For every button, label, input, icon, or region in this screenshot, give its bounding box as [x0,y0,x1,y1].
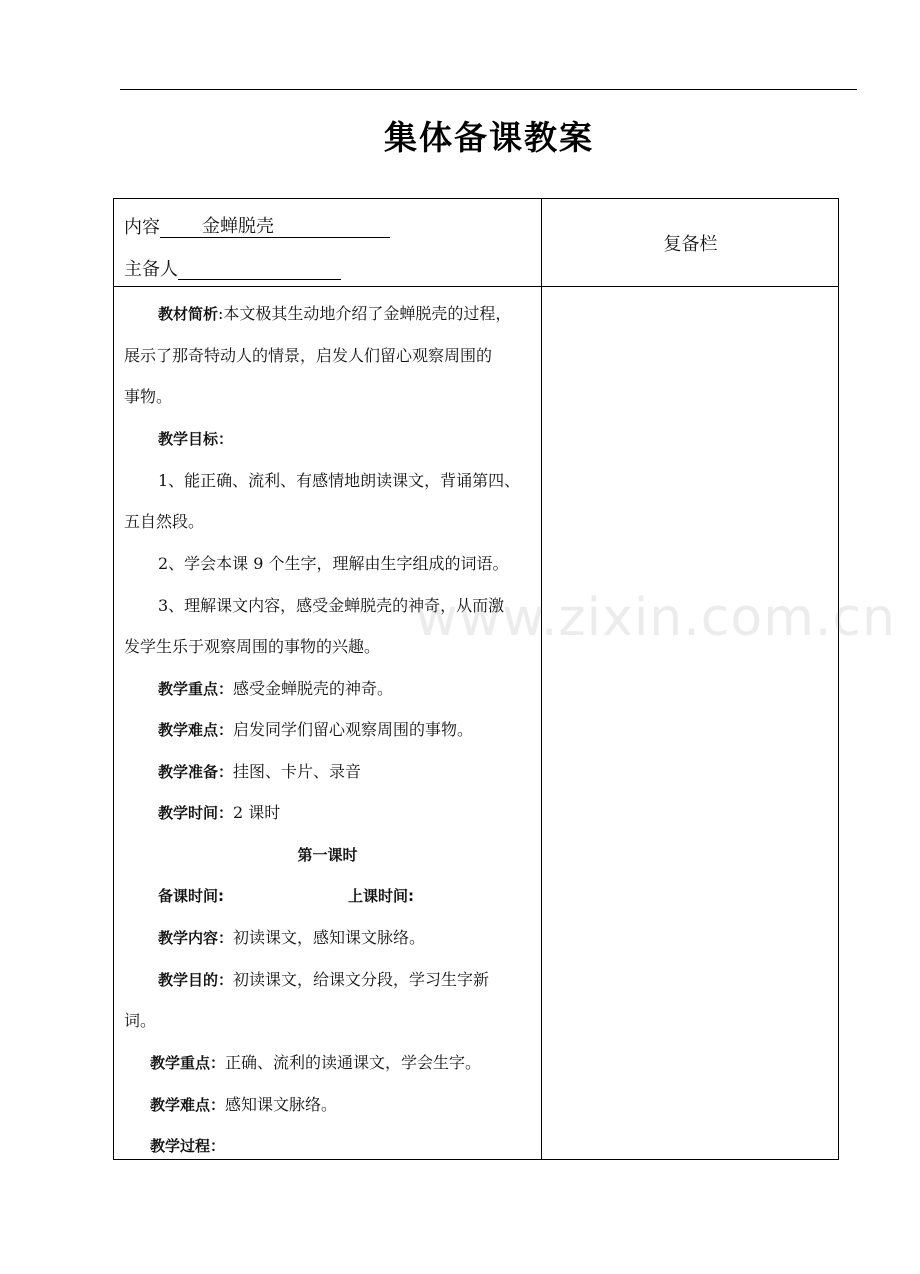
watermark: www.zixin.com.cn [415,588,896,648]
goals-label: 教学目标： [158,430,234,448]
lesson-1-process-label: 教学过程： [150,1137,226,1155]
lesson-1-key-text: 正确、流利的读通课文，学会生字。 [225,1053,482,1072]
overview-difficulty-text: 启发同学们留心观察周围的事物。 [233,720,474,739]
overview-prep-label: 教学准备： [158,763,234,781]
lesson-1-content [158,928,425,948]
lesson-1-times [158,886,414,906]
lesson-1-key [150,1053,481,1073]
overview-prep-text: 挂图、卡片、录音 [233,762,362,781]
overview-key-text: 感受金蝉脱壳的神奇。 [233,679,394,698]
overview-time [158,803,280,823]
content-value: 金蝉脱壳 [160,216,390,238]
overview-time-label: 教学时间： [158,804,234,822]
overview-difficulty-label: 教学难点： [158,721,234,739]
author-value [178,258,341,280]
overview-prep [158,762,361,782]
overview-key-label: 教学重点： [158,680,234,698]
goal-3b: 发学生乐于观察周围的事物的兴趣。 [124,637,381,656]
intro-label: 教材简析 [158,305,219,323]
author-field [124,258,341,282]
intro-line-3: 事物。 [124,387,173,406]
content-field [124,216,390,240]
lesson-1-content-text: 初读课文，感知课文脉络。 [233,928,426,947]
lesson-1-difficulty [150,1095,337,1115]
header-rule [120,89,857,90]
goal-1a: 1、能正确、流利、有感情地朗读课文，背诵第四、 [158,471,521,490]
overview-key [158,679,393,699]
lesson-1-purpose-text-a: 初读课文，给课文分段，学习生字新 [233,970,490,989]
header-row-divider [113,286,839,287]
lesson-1-purpose [158,970,489,990]
lesson-1-purpose-label: 教学目的： [158,971,234,989]
goal-2: 2、学会本课 9 个生字，理解由生字组成的词语。 [158,554,509,573]
goal-1b: 五自然段。 [124,512,205,531]
lesson-1-purpose-b: 词。 [124,1011,157,1030]
column-divider [541,198,542,1160]
prep-time-label: 备课时间: [158,887,224,905]
review-column-header: 复备栏 [663,234,718,255]
intro-sep: : [218,304,224,323]
lesson-1-difficulty-label: 教学难点： [150,1096,226,1114]
overview-time-text: 2 课时 [233,803,281,822]
intro-line-1 [158,304,511,324]
intro-text-1: 本文极其生动地介绍了金蝉脱壳的过程， [223,304,512,323]
lesson-1-content-label: 教学内容： [158,929,234,947]
goal-3a: 3、理解课文内容，感受金蝉脱壳的神奇，从而激 [158,596,505,615]
intro-line-2: 展示了那奇特动人的情景，启发人们留心观察周围的 [124,346,493,365]
lesson-1-heading: 第一课时 [297,846,358,864]
content-label: 内容 [124,217,160,238]
document-title: 集体备课教案 [384,118,594,157]
overview-difficulty [158,720,473,740]
class-time-label: 上课时间: [348,887,414,905]
lesson-1-key-label: 教学重点： [150,1054,226,1072]
author-label: 主备人 [124,259,178,280]
lesson-1-difficulty-text: 感知课文脉络。 [225,1095,338,1114]
